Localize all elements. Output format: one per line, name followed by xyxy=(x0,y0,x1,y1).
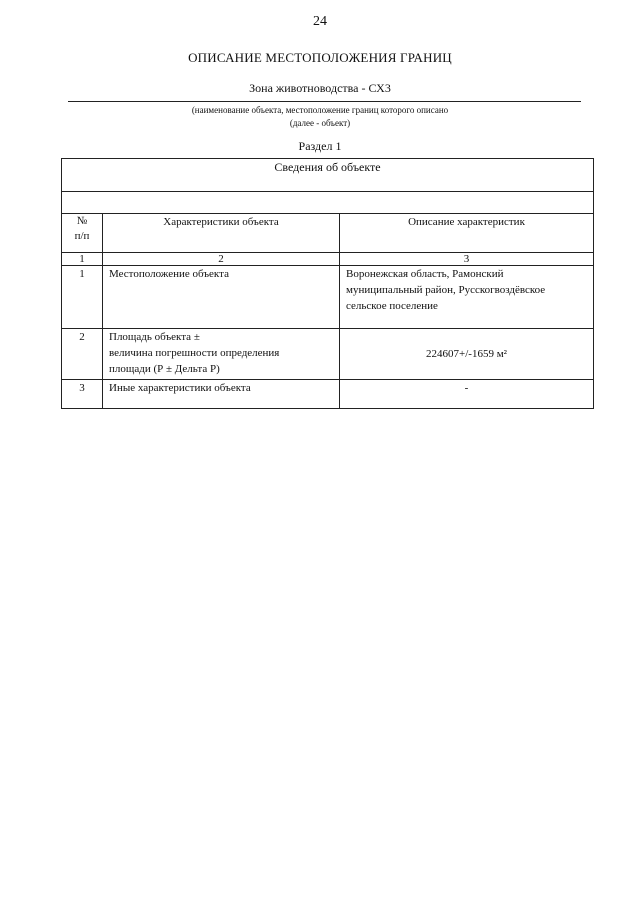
table-title-row xyxy=(62,159,594,192)
value-line: сельское поселение xyxy=(346,300,438,312)
document-title: ОПИСАНИЕ МЕСТОПОЛОЖЕНИЯ ГРАНИЦ xyxy=(188,50,452,65)
caption-line-2: (далее - объект) xyxy=(289,118,351,128)
table-header-row xyxy=(62,214,594,253)
column-index-2: 2 xyxy=(103,253,340,266)
value-line: Воронежская область, Рамонский xyxy=(346,268,504,280)
row-value: 224607+/-1659 м² xyxy=(340,329,594,380)
header-description: Описание характеристик xyxy=(340,214,594,253)
header-number xyxy=(62,214,103,253)
row-value: - xyxy=(340,380,594,409)
characteristic-line: площади (Р ± Дельта Р) xyxy=(109,363,220,375)
row-characteristic: Местоположение объекта xyxy=(103,266,340,329)
header-number-line-2: п/п xyxy=(74,230,90,242)
column-index-1: 1 xyxy=(62,253,103,266)
table-row xyxy=(62,266,594,329)
page-number: 24 xyxy=(313,14,327,29)
row-number: 1 xyxy=(62,266,103,329)
caption-line-1: (наименование объекта, местоположение границ которого описано xyxy=(191,105,449,115)
object-caption xyxy=(0,104,640,130)
table-blank-row xyxy=(62,192,594,214)
table-row xyxy=(62,380,594,409)
object-name: Зона животноводства - СХ3 xyxy=(249,81,391,95)
row-number: 2 xyxy=(62,329,103,380)
blank-cell xyxy=(62,192,594,214)
table-row xyxy=(62,329,594,380)
value-line: муниципальный район, Русскогвоздёвское xyxy=(346,284,546,296)
row-characteristic xyxy=(103,329,340,380)
column-index-3: 3 xyxy=(340,253,594,266)
column-index-row xyxy=(62,253,594,266)
characteristic-line: Площадь объекта ± xyxy=(109,331,200,343)
row-value xyxy=(340,266,594,329)
table-title: Сведения об объекте xyxy=(62,159,594,192)
characteristic-line: величина погрешности определения xyxy=(109,347,280,359)
underline-rule xyxy=(68,101,581,102)
header-characteristics: Характеристики объекта xyxy=(103,214,340,253)
section-title: Раздел 1 xyxy=(298,139,342,153)
row-characteristic: Иные характеристики объекта xyxy=(103,380,340,409)
object-info-table xyxy=(61,158,594,409)
row-number: 3 xyxy=(62,380,103,409)
header-number-line-1: № xyxy=(76,215,88,227)
